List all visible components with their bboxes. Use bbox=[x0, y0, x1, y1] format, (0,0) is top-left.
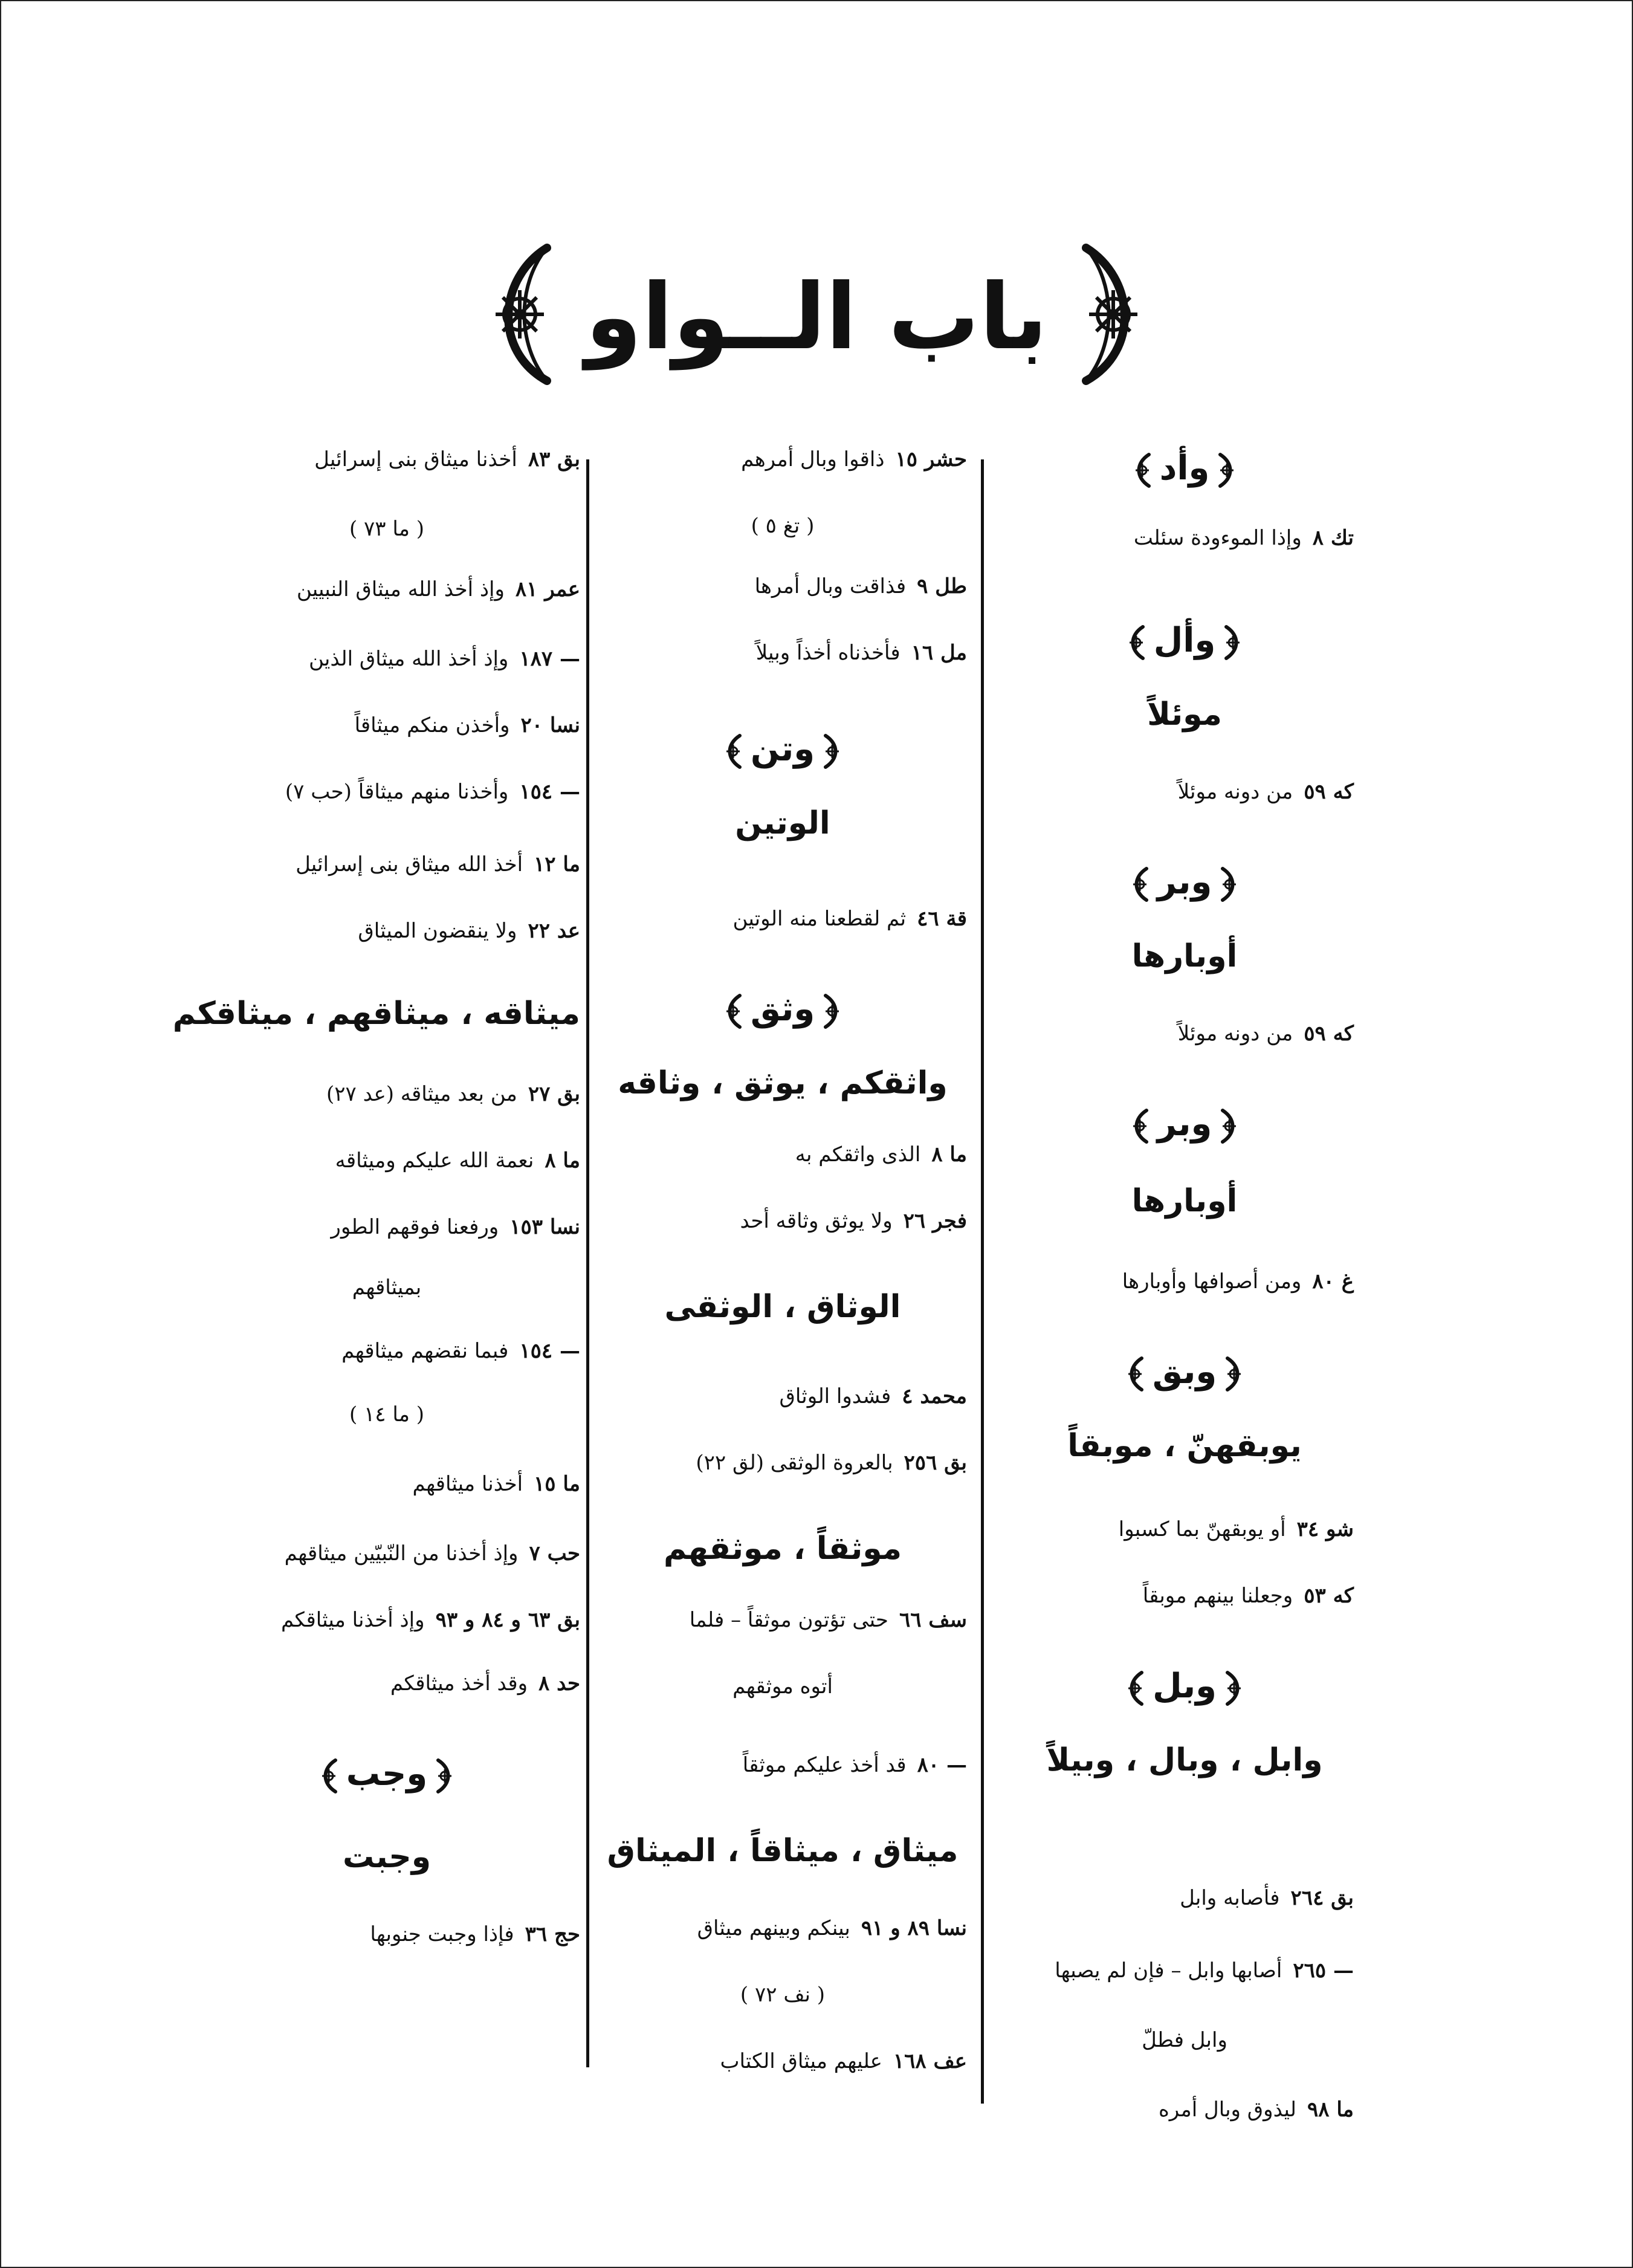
verse-text: وإذ أخذنا من النّبيّين ميثاقهم bbox=[284, 1541, 519, 1566]
root-heading bbox=[1015, 1345, 1354, 1399]
ornament-bracket-icon bbox=[822, 733, 842, 770]
verse-text: وإذا الموءودة سئلت bbox=[1133, 526, 1302, 550]
derived-forms-heading: موئلاً bbox=[1147, 696, 1222, 733]
root-word: وبر bbox=[1157, 1104, 1212, 1144]
root-word: وثق bbox=[750, 990, 815, 1029]
ornament-bracket-icon bbox=[822, 993, 842, 1029]
verse-reference: ما ١٥ bbox=[534, 1472, 580, 1496]
verse-reference: — ١٨٧ bbox=[519, 647, 580, 671]
verse-reference: بق ٦٣ و ٨٤ و ٩٣ bbox=[435, 1608, 580, 1632]
ornament-bracket-icon bbox=[723, 993, 743, 1029]
verse-reference: حشر ١٥ bbox=[895, 447, 967, 471]
entry-continuation: أتوه موثقهم bbox=[732, 1674, 833, 1699]
verse-text: فذاقت وبال أمرها bbox=[754, 574, 907, 598]
verse-text: ورفعنا فوقهم الطور bbox=[331, 1215, 499, 1239]
concordance-entry bbox=[285, 1535, 580, 1572]
verse-reference: فجر ٢٦ bbox=[903, 1209, 967, 1233]
concordance-entry bbox=[281, 1602, 580, 1638]
root-heading bbox=[1015, 855, 1354, 910]
verse-reference: غ ٨٠ bbox=[1312, 1269, 1354, 1294]
concordance-entry bbox=[297, 571, 580, 608]
verse-reference: عف ١٦٨ bbox=[893, 2049, 967, 2073]
entry-continuation: ( تغ ٥ ) bbox=[751, 514, 815, 538]
ornament-bracket-icon bbox=[1125, 1356, 1145, 1392]
verse-reference: — ٨٠ bbox=[917, 1753, 967, 1777]
root-word: وجب bbox=[346, 1754, 428, 1793]
ornament-bracket-icon bbox=[1126, 624, 1146, 661]
verse-text: الذى واثقكم به bbox=[795, 1142, 921, 1167]
entry-continuation: ( نف ٧٢ ) bbox=[740, 1983, 826, 2007]
verse-text: وإذ أخذنا ميثاقكم bbox=[281, 1608, 425, 1632]
verse-text: بينكم وبينهم ميثاق bbox=[697, 1916, 850, 1940]
concordance-entry bbox=[755, 568, 967, 604]
concordance-entry bbox=[285, 774, 580, 810]
verse-text: ولا ينقضون الميثاق bbox=[358, 919, 517, 943]
concordance-entry bbox=[780, 1378, 967, 1414]
concordance-entry bbox=[1178, 774, 1354, 810]
ornament-bracket-icon bbox=[1132, 452, 1153, 488]
verse-text: فإذا وجبت جنوبها bbox=[370, 1922, 514, 1946]
derived-forms-heading: وابل ، وبال ، وبيلاً bbox=[1046, 1742, 1323, 1778]
verse-text: ليذوق وبال أمره bbox=[1158, 2098, 1297, 2122]
derived-forms-heading: يوبقهنّ ، موبقاً bbox=[1067, 1428, 1302, 1464]
verse-text: من دونه موئلاً bbox=[1177, 780, 1293, 804]
verse-reference: ما ١٢ bbox=[534, 852, 580, 876]
root-word: وتن bbox=[750, 730, 815, 769]
verse-reference: كه ٥٩ bbox=[1304, 1022, 1354, 1046]
verse-text: من بعد ميثاقه (عد ٢٧) bbox=[326, 1082, 517, 1106]
verse-reference: مل ١٦ bbox=[911, 641, 967, 665]
verse-text: وجعلنا بينهم موبقاً bbox=[1142, 1584, 1293, 1608]
verse-reference: عد ٢٢ bbox=[528, 919, 580, 943]
verse-reference: بق ٨٣ bbox=[528, 447, 580, 471]
concordance-entry bbox=[743, 1747, 967, 1783]
ornament-bracket-icon bbox=[723, 733, 743, 770]
verse-text: فشدوا الوثاق bbox=[779, 1384, 891, 1408]
verse-reference: — ١٥٤ bbox=[519, 780, 580, 804]
concordance-entry bbox=[412, 1466, 580, 1502]
ornament-bracket-icon bbox=[1219, 1108, 1240, 1144]
concordance-entry bbox=[741, 441, 967, 478]
title-ornament-right-icon bbox=[1068, 242, 1159, 387]
verse-reference: شو ٣٤ bbox=[1296, 1517, 1354, 1541]
verse-text: وأخذنا منهم ميثاقاً (حب ٧) bbox=[285, 780, 509, 804]
derived-forms-heading: ميثاق ، ميثاقاً ، الميثاق bbox=[607, 1833, 959, 1869]
root-heading bbox=[1015, 441, 1354, 496]
column-right bbox=[1015, 423, 1354, 2122]
verse-reference: بق ٢٧ bbox=[528, 1082, 580, 1106]
entry-continuation: ( ما ٧٣ ) bbox=[349, 517, 425, 541]
derived-forms-heading: الوثاق ، الوثقى bbox=[664, 1289, 901, 1325]
column-divider bbox=[586, 459, 589, 2067]
verse-reference: طل ٩ bbox=[917, 574, 967, 598]
verse-reference: حب ٧ bbox=[529, 1541, 580, 1566]
concordance-entry bbox=[795, 1136, 967, 1173]
verse-reference: حج ٣٦ bbox=[525, 1922, 580, 1946]
verse-text: ولا يوثق وثاقه أحد bbox=[740, 1209, 893, 1233]
verse-reference: عمر ٨١ bbox=[515, 577, 580, 601]
verse-text: ثم لقطعنا منه الوتين bbox=[732, 907, 907, 931]
derived-forms-heading: وجبت bbox=[342, 1839, 432, 1875]
concordance-entry bbox=[326, 1076, 580, 1112]
verse-text: وإذ أخذ الله ميثاق الذين bbox=[309, 647, 509, 671]
verse-reference: ما ٩٨ bbox=[1307, 2098, 1354, 2122]
verse-reference: تك ٨ bbox=[1312, 526, 1354, 550]
verse-reference: قة ٤٦ bbox=[917, 907, 967, 931]
ornament-bracket-icon bbox=[1130, 1108, 1150, 1144]
concordance-entry bbox=[1134, 520, 1354, 556]
concordance-entry bbox=[1122, 1263, 1354, 1300]
root-heading bbox=[598, 982, 967, 1037]
concordance-entry bbox=[1178, 1016, 1354, 1052]
concordance-entry bbox=[390, 1665, 580, 1702]
root-word: وبر bbox=[1157, 863, 1212, 902]
verse-reference: بق ٢٥٦ bbox=[904, 1451, 967, 1475]
verse-text: عليهم ميثاق الكتاب bbox=[720, 2049, 882, 2073]
verse-reference: كه ٥٩ bbox=[1304, 780, 1354, 804]
concordance-entry bbox=[1159, 2091, 1354, 2128]
ornament-bracket-icon bbox=[1224, 1356, 1244, 1392]
verse-reference: بق ٢٦٤ bbox=[1290, 1886, 1354, 1910]
verse-reference: ما ٨ bbox=[545, 1149, 580, 1173]
entry-continuation: بميثاقهم bbox=[352, 1275, 422, 1300]
verse-reference: سف ٦٦ bbox=[899, 1608, 967, 1632]
concordance-entry bbox=[1055, 1952, 1354, 1989]
ornament-bracket-icon bbox=[1219, 866, 1240, 902]
concordance-entry bbox=[309, 641, 580, 677]
root-heading bbox=[598, 722, 967, 777]
verse-text: أصابها وابل – فإن لم يصبها bbox=[1055, 1959, 1282, 1983]
derived-forms-heading: الوتين bbox=[735, 805, 830, 841]
derived-forms-heading: أوبارها bbox=[1131, 938, 1238, 974]
concordance-entry bbox=[732, 901, 967, 937]
title-ornament-left-icon bbox=[474, 242, 565, 387]
verse-text: وأخذن منكم ميثاقاً bbox=[354, 713, 510, 737]
verse-text: حتى تؤتون موثقاً – فلما bbox=[689, 1608, 888, 1632]
verse-text: فبما نقضهم ميثاقهم bbox=[341, 1339, 509, 1363]
concordance-entry bbox=[296, 846, 580, 883]
verse-reference: محمد ٤ bbox=[902, 1384, 967, 1408]
ornament-bracket-icon bbox=[1217, 452, 1237, 488]
verse-text: ذاقوا وبال أمرهم bbox=[741, 447, 885, 471]
verse-text: وإذ أخذ الله ميثاق النبيين bbox=[296, 577, 505, 601]
verse-reference: ما ٨ bbox=[931, 1142, 967, 1167]
root-heading bbox=[193, 1747, 580, 1801]
chapter-title-block bbox=[0, 242, 1633, 387]
derived-forms-heading: موثقاً ، موثقهم bbox=[663, 1531, 902, 1567]
concordance-entry bbox=[1143, 1578, 1354, 1614]
concordance-entry bbox=[370, 1916, 580, 1952]
ornament-bracket-icon bbox=[319, 1758, 339, 1794]
concordance-entry bbox=[355, 707, 580, 744]
verse-reference: — ٢٦٥ bbox=[1293, 1959, 1354, 1983]
concordance-entry bbox=[696, 1445, 967, 1481]
verse-text: نعمة الله عليكم وميثاقه bbox=[335, 1149, 534, 1173]
column-divider bbox=[981, 459, 984, 2104]
entry-continuation: ( ما ١٤ ) bbox=[349, 1402, 425, 1427]
verse-text: وقد أخذ ميثاقكم bbox=[390, 1671, 528, 1696]
entry-continuation: وابل فطلّ bbox=[1142, 2028, 1227, 2052]
chapter-title: باب الــواو bbox=[585, 265, 1048, 370]
ornament-bracket-icon bbox=[1125, 1670, 1145, 1706]
root-word: وأد bbox=[1159, 449, 1210, 488]
concordance-entry bbox=[314, 441, 580, 478]
verse-text: أخذ الله ميثاق بنى إسرائيل bbox=[296, 852, 523, 876]
column-middle bbox=[598, 423, 967, 2116]
ornament-bracket-icon bbox=[1224, 1670, 1244, 1706]
verse-reference: نسا ٢٠ bbox=[520, 713, 580, 737]
verse-text: بالعروة الوثقى (لق ٢٢) bbox=[696, 1451, 893, 1475]
ornament-bracket-icon bbox=[1223, 624, 1243, 661]
root-word: وبق bbox=[1152, 1352, 1217, 1392]
concordance-entry bbox=[697, 1910, 967, 1946]
root-word: وأل bbox=[1153, 621, 1216, 660]
verse-reference: نسا ١٥٣ bbox=[509, 1215, 580, 1239]
concordance-entry bbox=[740, 1203, 967, 1239]
verse-text: أخذنا ميثاقهم bbox=[412, 1472, 523, 1496]
verse-reference: حد ٨ bbox=[538, 1671, 580, 1696]
derived-forms-heading: ميثاقه ، ميثاقهم ، ميثاقكم bbox=[172, 996, 580, 1032]
derived-forms-heading: واثقكم ، يوثق ، وثاقه bbox=[618, 1065, 948, 1101]
concordance-entry bbox=[1119, 1511, 1354, 1547]
concordance-entry bbox=[1180, 1880, 1354, 1916]
concordance-entry bbox=[756, 635, 967, 671]
verse-text: أو يوبقهنّ بما كسبوا bbox=[1118, 1517, 1286, 1541]
root-heading bbox=[1015, 1659, 1354, 1714]
concordance-entry bbox=[331, 1209, 580, 1245]
concordance-entry bbox=[358, 913, 580, 949]
concordance-entry bbox=[720, 2043, 967, 2079]
verse-text: فأخذناه أخذاً وبيلاً bbox=[755, 641, 901, 665]
verse-text: فأصابه وابل bbox=[1180, 1886, 1280, 1910]
verse-reference: كه ٥٣ bbox=[1304, 1584, 1354, 1608]
verse-reference: — ١٥٤ bbox=[519, 1339, 580, 1363]
verse-text: من دونه موئلاً bbox=[1177, 1022, 1293, 1046]
root-word: وبل bbox=[1153, 1667, 1217, 1706]
derived-forms-heading: أوبارها bbox=[1131, 1183, 1238, 1219]
ornament-bracket-icon bbox=[435, 1758, 455, 1794]
root-heading bbox=[1015, 614, 1354, 668]
verse-text: قد أخذ عليكم موثقاً bbox=[742, 1753, 907, 1777]
verse-reference: نسا ٨٩ و ٩١ bbox=[861, 1916, 967, 1940]
verse-text: أخذنا ميثاق بنى إسرائيل bbox=[314, 447, 517, 471]
verse-text: ومن أصوافها وأوبارها bbox=[1122, 1269, 1302, 1294]
column-left bbox=[172, 423, 580, 2116]
concordance-entry bbox=[335, 1142, 580, 1179]
ornament-bracket-icon bbox=[1130, 866, 1150, 902]
root-heading bbox=[1015, 1097, 1354, 1152]
concordance-entry bbox=[341, 1333, 580, 1369]
concordance-entry bbox=[690, 1602, 967, 1638]
